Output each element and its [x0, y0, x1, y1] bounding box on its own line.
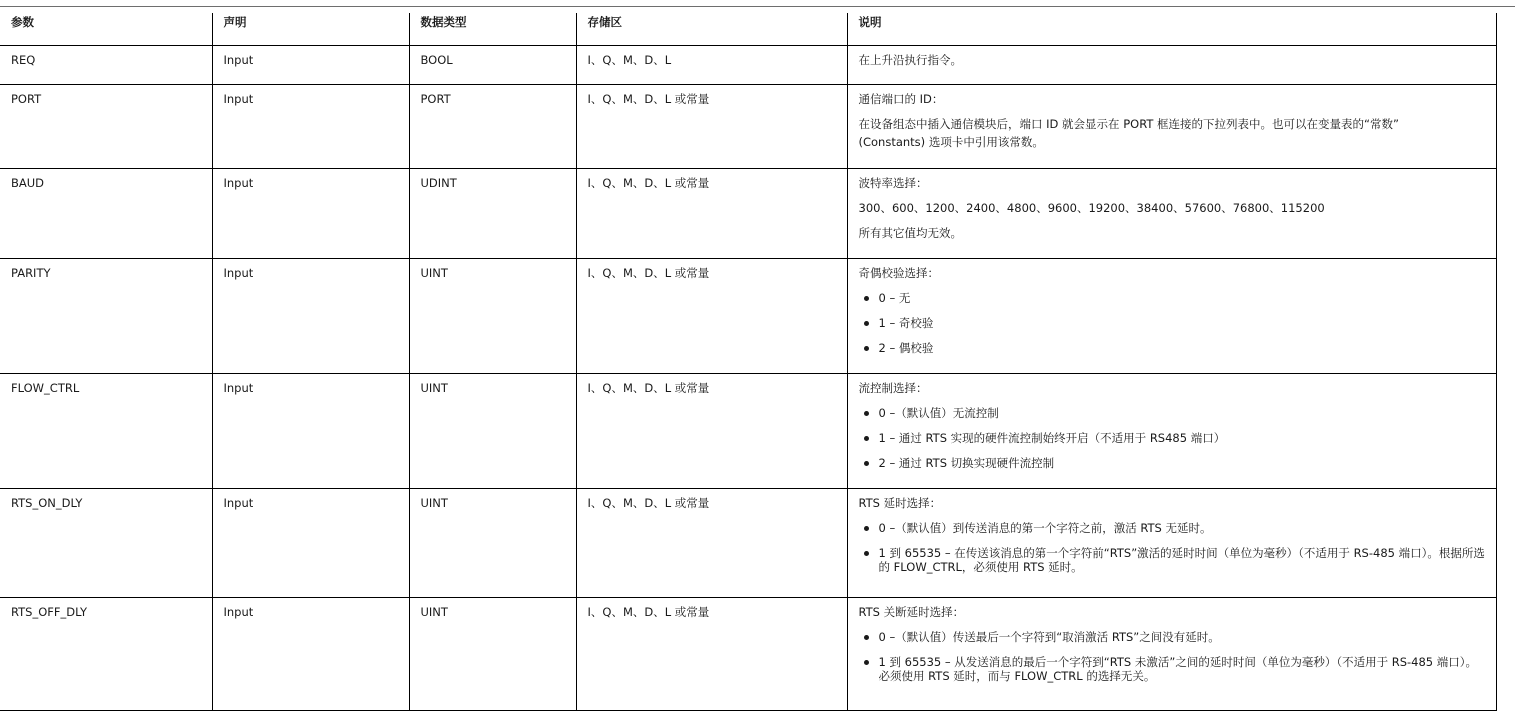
description-heading: RTS 延时选择： [858, 496, 942, 510]
list-item: 2 – 通过 RTS 切换实现硬件流控制 [859, 456, 1488, 470]
table-row [0, 374, 1496, 489]
header-param: 参数 [0, 13, 212, 46]
param-name: PORT [0, 85, 212, 169]
table-row [0, 489, 1496, 598]
list-item: 0 –（默认值）到传送消息的第一个字符之前，激活 RTS 无延时。 [859, 521, 1488, 535]
param-memory-area: I、Q、M、D、L 或常量 [576, 169, 847, 259]
description-heading: 波特率选择： [858, 176, 928, 190]
param-description [847, 374, 1496, 489]
param-memory-area: I、Q、M、D、L 或常量 [576, 489, 847, 598]
description-heading: 流控制选择： [858, 381, 928, 395]
param-description [847, 169, 1496, 259]
description-line: (Constants) 选项卡中引用该常数。 [858, 135, 1044, 149]
param-data-type: UINT [409, 259, 576, 374]
param-description [847, 489, 1496, 598]
param-declaration: Input [212, 169, 409, 259]
description-heading: RTS 关断延时选择： [858, 605, 965, 619]
list-item: 2 – 偶校验 [859, 341, 1488, 355]
param-declaration: Input [212, 85, 409, 169]
param-description [847, 46, 1496, 85]
parameter-table [0, 13, 1497, 711]
list-item: 1 – 通过 RTS 实现的硬件流控制始终开启（不适用于 RS485 端口） [859, 431, 1488, 445]
table-row [0, 598, 1496, 711]
param-name: RTS_ON_DLY [0, 489, 212, 598]
top-divider [0, 6, 1515, 7]
description-line: 300、600、1200、2400、4800、9600、19200、38400、57600、76800、115200 [858, 201, 1325, 215]
table-row [0, 169, 1496, 259]
description-heading: 通信端口的 ID： [858, 92, 944, 106]
param-name: RTS_OFF_DLY [0, 598, 212, 711]
param-data-type: UDINT [409, 169, 576, 259]
table-row [0, 46, 1496, 85]
table-row [0, 85, 1496, 169]
option-list [859, 291, 1488, 355]
description-line: 在设备组态中插入通信模块后，端口 ID 就会显示在 PORT 框连接的下拉列表中。也可以在变量表的“常数” [858, 117, 1399, 131]
param-declaration: Input [212, 598, 409, 711]
header-data-type: 数据类型 [409, 13, 576, 46]
list-item: 0 –（默认值）传送最后一个字符到“取消激活 RTS”之间没有延时。 [859, 630, 1488, 644]
param-memory-area: I、Q、M、D、L 或常量 [576, 374, 847, 489]
param-name: FLOW_CTRL [0, 374, 212, 489]
param-declaration: Input [212, 374, 409, 489]
param-description [847, 598, 1496, 711]
list-item: 1 到 65535 – 从发送消息的最后一个字符到“RTS 未激活”之间的延时时间（单位为毫秒）（不适用于 RS-485 端口）。必须使用 RTS 延时，而与 FLOW_CTRL 的选择无关。 [859, 655, 1488, 683]
description-text: 在上升沿执行指令。 [858, 53, 962, 67]
param-name: PARITY [0, 259, 212, 374]
list-item: 0 – 无 [859, 291, 1488, 305]
param-name: REQ [0, 46, 212, 85]
param-memory-area: I、Q、M、D、L 或常量 [576, 259, 847, 374]
param-data-type: UINT [409, 598, 576, 711]
param-declaration: Input [212, 259, 409, 374]
header-declaration: 声明 [212, 13, 409, 46]
header-description: 说明 [847, 13, 1496, 46]
param-declaration: Input [212, 489, 409, 598]
param-memory-area: I、Q、M、D、L 或常量 [576, 85, 847, 169]
param-name: BAUD [0, 169, 212, 259]
param-data-type: BOOL [409, 46, 576, 85]
param-memory-area: I、Q、M、D、L 或常量 [576, 598, 847, 711]
option-list [859, 406, 1488, 470]
list-item: 0 –（默认值）无流控制 [859, 406, 1488, 420]
list-item: 1 到 65535 – 在传送该消息的第一个字符前“RTS”激活的延时时间（单位为毫秒）（不适用于 RS-485 端口）。根据所选的 FLOW_CTRL，必须使用 RTS 延时。 [859, 546, 1488, 574]
param-data-type: UINT [409, 489, 576, 598]
param-data-type: PORT [409, 85, 576, 169]
option-list [859, 521, 1488, 574]
param-data-type: UINT [409, 374, 576, 489]
param-description [847, 259, 1496, 374]
description-line: 所有其它值均无效。 [858, 226, 962, 240]
header-memory-area: 存储区 [576, 13, 847, 46]
table-row [0, 259, 1496, 374]
table-header-row [0, 13, 1496, 46]
option-list [859, 630, 1488, 683]
list-item: 1 – 奇校验 [859, 316, 1488, 330]
param-description [847, 85, 1496, 169]
param-memory-area: I、Q、M、D、L [576, 46, 847, 85]
description-heading: 奇偶校验选择： [858, 266, 939, 280]
param-declaration: Input [212, 46, 409, 85]
